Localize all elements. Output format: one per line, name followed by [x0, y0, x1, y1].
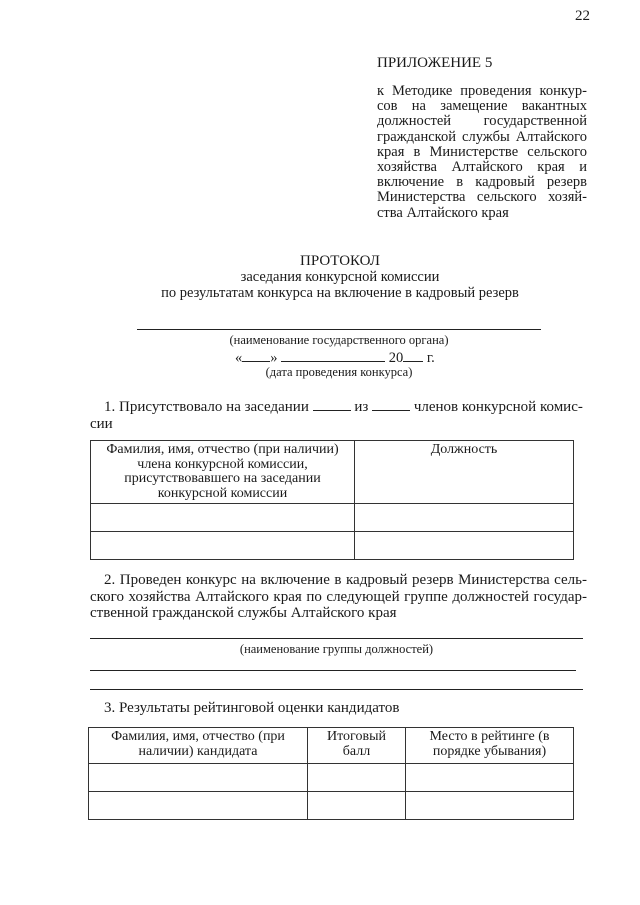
- date-suffix: г.: [426, 350, 435, 366]
- table-cell[interactable]: [406, 792, 574, 820]
- position-group-blank[interactable]: [90, 689, 583, 690]
- org-name-blank[interactable]: [137, 329, 541, 330]
- date-year-prefix: 20: [388, 350, 404, 366]
- appendix-title: ПРИЛОЖЕНИЕ 5: [377, 55, 493, 71]
- table-cell[interactable]: [89, 792, 308, 820]
- column-header: Фамилия, имя, отчество (при наличии) кандидата: [89, 728, 308, 764]
- section3-heading: [90, 700, 587, 717]
- section1-paragraph: [90, 398, 587, 432]
- table-row: [89, 764, 574, 792]
- date-year-blank[interactable]: [403, 349, 423, 362]
- table-cell[interactable]: [91, 504, 355, 532]
- org-name-caption: (наименование государственного органа): [229, 333, 449, 347]
- section2-line: ского хозяйства Алтайского края по следующей группе должностей государ-: [90, 588, 587, 605]
- table-cell[interactable]: [308, 792, 406, 820]
- column-header: Должность: [355, 441, 574, 504]
- section1-prefix: 1. Присутствовало на заседании: [104, 399, 309, 415]
- commission-table: [90, 440, 574, 560]
- candidates-table: [88, 727, 574, 820]
- present-count-blank[interactable]: [313, 398, 351, 411]
- section1-line: сии: [90, 415, 113, 432]
- table-header-row: [91, 441, 574, 504]
- table-cell[interactable]: [91, 532, 355, 560]
- appendix-line: ства Алтайского края: [377, 204, 509, 221]
- date-day-blank[interactable]: [242, 349, 270, 362]
- appendix-line: Министерства сельского хозяй-: [377, 189, 587, 206]
- table-row: [89, 792, 574, 820]
- protocol-heading: [0, 253, 640, 301]
- position-group-caption: (наименование группы должностей): [239, 642, 434, 656]
- table-cell[interactable]: [406, 764, 574, 792]
- appendix-line: к Методике проведения конкур-: [377, 83, 587, 99]
- section2-paragraph: [90, 572, 587, 622]
- date-close-quote: »: [270, 350, 278, 366]
- protocol-title: ПРОТОКОЛ: [300, 253, 380, 269]
- table-header-row: [89, 728, 574, 764]
- table-cell[interactable]: [355, 532, 574, 560]
- position-group-blank[interactable]: [90, 670, 576, 671]
- section1-suffix: членов конкурсной комис-: [413, 399, 583, 415]
- column-header: Фамилия, имя, отчество (при наличии) члена конкурсной комиссии, присутствовавшего на заседании конкурсной комиссии: [91, 441, 355, 504]
- table-row: [91, 504, 574, 532]
- table-cell[interactable]: [89, 764, 308, 792]
- total-count-blank[interactable]: [372, 398, 410, 411]
- position-group-blank[interactable]: [90, 638, 583, 639]
- protocol-subtitle: заседания конкурсной комиссии: [240, 269, 440, 285]
- table-cell[interactable]: [355, 504, 574, 532]
- section3-line: 3. Результаты рейтинговой оценки кандидатов: [104, 700, 400, 716]
- table-row: [91, 532, 574, 560]
- column-header: Место в рейтинге (в порядке убывания): [406, 728, 574, 764]
- column-header: Итоговый балл: [308, 728, 406, 764]
- appendix-line: должностей государственной: [377, 113, 587, 130]
- section2-line: ственной гражданской службы Алтайского края: [90, 605, 397, 622]
- date-open-quote: «: [235, 350, 243, 366]
- section1-line: [90, 398, 587, 416]
- section1-mid: из: [354, 399, 369, 415]
- appendix-line: края в Министерстве сельского: [377, 143, 587, 160]
- date-caption: (дата проведения конкурса): [265, 365, 413, 379]
- appendix-line: гражданской службы Алтайского: [377, 128, 587, 145]
- date-month-blank[interactable]: [281, 349, 385, 362]
- page-number: 22: [575, 8, 590, 24]
- appendix-line: сов на замещение вакантных: [377, 98, 587, 115]
- protocol-subtitle: по результатам конкурса на включение в кадровый резерв: [161, 285, 519, 301]
- table-cell[interactable]: [308, 764, 406, 792]
- appendix-line: хозяйства Алтайского края и: [377, 159, 587, 176]
- section2-line: 2. Проведен конкурс на включение в кадровый резерв Министерства сель-: [104, 572, 587, 588]
- appendix-line: включение в кадровый резерв: [377, 174, 587, 191]
- appendix-reference: [377, 84, 587, 221]
